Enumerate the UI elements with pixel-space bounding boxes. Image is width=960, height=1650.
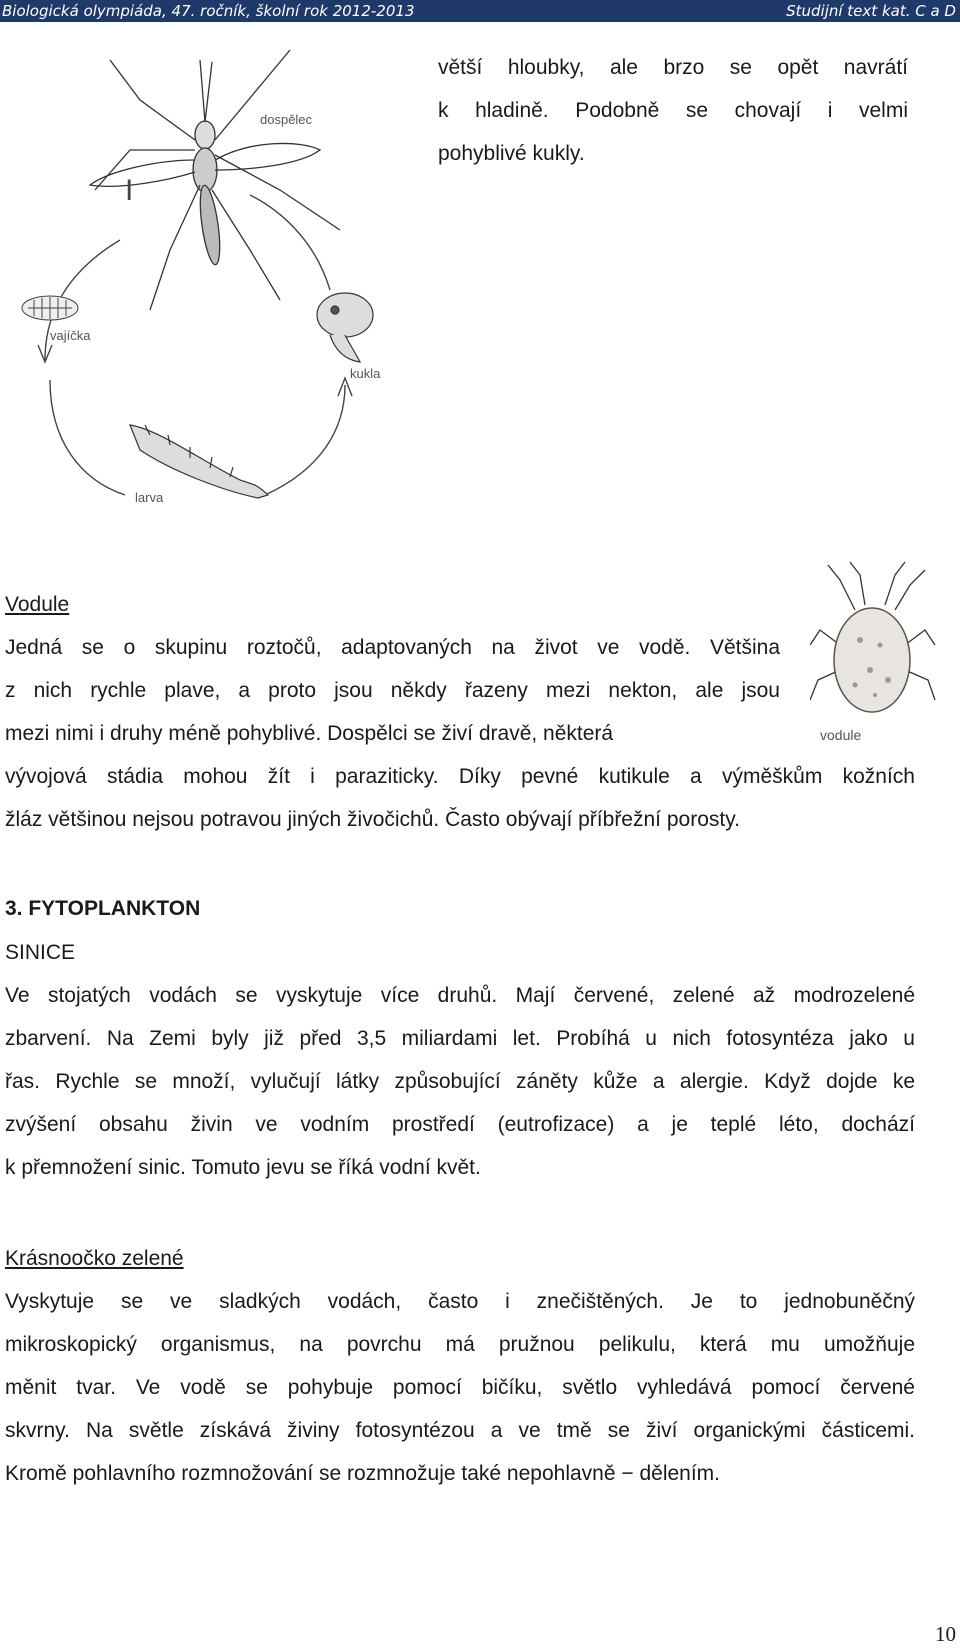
vodule-line: vývojová stádia mohou žít i paraziticky. Díky pevné kutikule a výměškům kožních	[5, 765, 915, 788]
adult-label: dospělec	[260, 112, 313, 127]
water-mite-label: vodule	[820, 727, 862, 743]
intro-line: větší hloubky, ale brzo se opět navrátí	[438, 56, 908, 79]
water-mite-figure	[810, 560, 940, 750]
euglena-line: Vyskytuje se ve sladkých vodách, často i znečištěných. Je to jednobuněčný	[5, 1290, 915, 1313]
vodule-paragraph-wide	[5, 755, 915, 841]
sinice-line: Ve stojatých vodách se vyskytuje více druhů. Mají červené, zelené až modrozelené	[5, 984, 915, 1007]
eggs-label: vajíčka	[50, 328, 91, 343]
intro-paragraph	[438, 46, 908, 175]
vodule-line: mezi nimi i druhy méně pohyblivé. Dospělci se živí dravě, některá	[5, 722, 614, 745]
euglena-line: skvrny. Na světle získává živiny fotosyntézou a ve tmě se živí organickými částicemi.	[5, 1419, 915, 1442]
sinice-line: zbarvení. Na Zemi byly již před 3,5 miliardami let. Probíhá u nich fotosyntéza jako u	[5, 1027, 915, 1050]
larva-drawing	[130, 425, 268, 498]
eggs-drawing	[22, 296, 78, 320]
sinice-line: řas. Rychle se množí, vylučují látky způsobující záněty kůže a alergie. Když dojde ke	[5, 1070, 915, 1093]
section3-heading: 3. FYTOPLANKTON	[5, 897, 201, 920]
intro-line: pohyblivé kukly.	[438, 142, 585, 165]
sinice-paragraph	[5, 974, 915, 1189]
vodule-line: z nich rychle plave, a proto jsou někdy řazeny mezi nekton, ale jsou	[5, 679, 780, 702]
sinice-heading: SINICE	[5, 941, 76, 964]
header-left-text: Biologická olympiáda, 47. ročník, školní rok 2012-2013	[2, 2, 415, 20]
larva-label: larva	[135, 490, 164, 505]
euglena-paragraph	[5, 1280, 915, 1495]
cycle-arrow-pupa-to-adult	[250, 195, 330, 290]
sinice-line: zvýšení obsahu živin ve vodním prostředí (eutrofizace) a je teplé léto, dochází	[5, 1113, 915, 1136]
page-number: 10	[935, 1622, 956, 1646]
sinice-line: k přemnožení sinic. Tomuto jevu se říká vodní květ.	[5, 1156, 481, 1179]
euglena-line: Kromě pohlavního rozmnožování se rozmnožuje také nepohlavně − dělením.	[5, 1462, 721, 1485]
pupa-drawing	[317, 293, 373, 362]
page-header	[0, 0, 960, 22]
euglena-line: měnit tvar. Ve vodě se pohybuje pomocí bičíku, světlo vyhledává pomocí červené	[5, 1376, 915, 1399]
header-right-text: Studijní text kat. C a D	[786, 2, 956, 20]
euglena-line: mikroskopický organismus, na povrchu má pružnou pelikulu, která mu umožňuje	[5, 1333, 915, 1356]
vodule-heading: Vodule	[5, 593, 70, 616]
pupa-label: kukla	[350, 366, 381, 381]
water-mite-body	[834, 608, 910, 712]
vodule-line: žláz většinou nejsou potravou jiných živočichů. Často obývají příbřežní porosty.	[5, 808, 740, 831]
vodule-line: Jedná se o skupinu roztočů, adaptovaných na život ve vodě. Většina	[5, 636, 780, 659]
cycle-arrow-eggs-to-larva	[50, 380, 125, 495]
euglena-heading: Krásnoočko zelené	[5, 1247, 184, 1270]
stage-marker-label: I	[125, 174, 134, 207]
intro-line: k hladině. Podobně se chovají i velmi	[438, 99, 908, 122]
cycle-arrow-larva-to-pupa	[265, 385, 345, 495]
vodule-paragraph-narrow	[5, 626, 780, 755]
mosquito-lifecycle-figure	[0, 40, 420, 540]
